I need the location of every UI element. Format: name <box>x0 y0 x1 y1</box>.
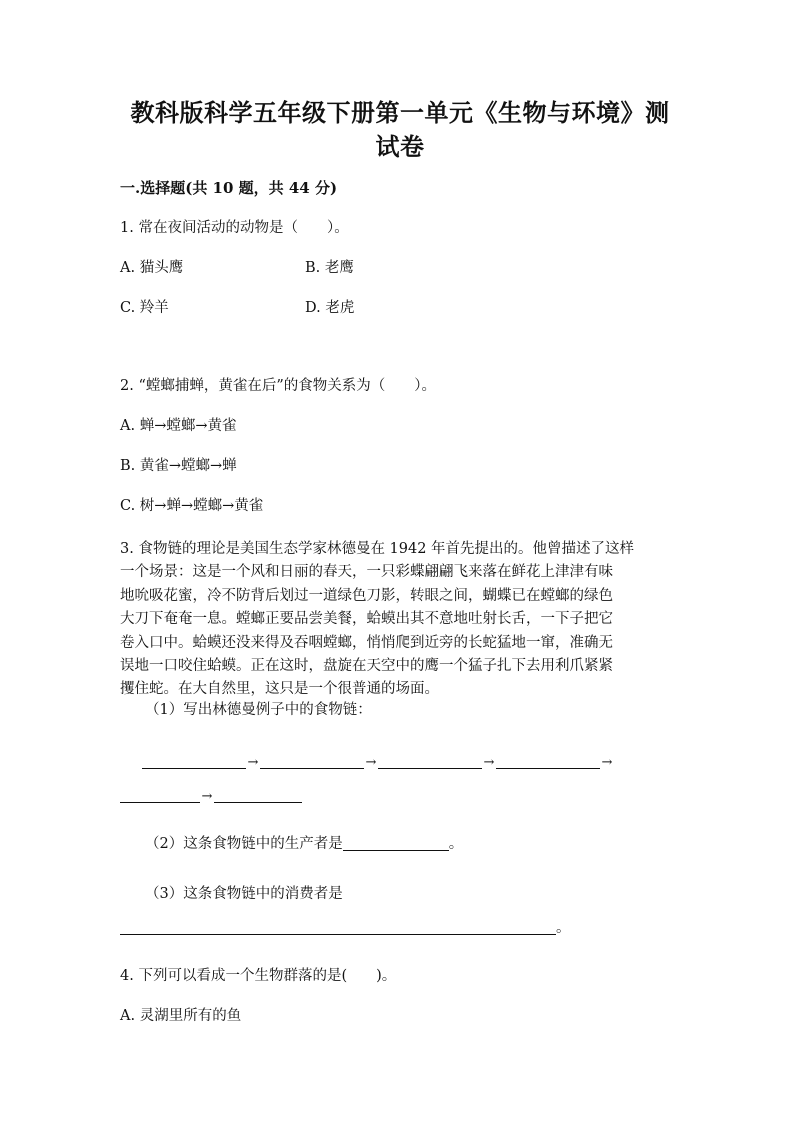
answer-blank[interactable] <box>214 787 302 803</box>
question-2-option-c: C. 树→蝉→螳螂→黄雀 <box>120 498 264 514</box>
arrow-icon: → <box>201 789 213 804</box>
paragraph-line: 大刀下奄奄一息。螳螂正要品尝美餐，蛤蟆出其不意地吐射长舌，一下子把它 <box>120 611 613 628</box>
question-3-paragraph <box>120 538 690 702</box>
consumer-answer-blank[interactable] <box>120 919 556 935</box>
page-title <box>110 96 690 164</box>
answer-blank[interactable] <box>378 753 482 769</box>
section-heading: 一.选择题(共 10 题，共 44 分) <box>120 179 338 197</box>
question-2-option-b: B. 黄雀→螳螂→蝉 <box>120 458 237 474</box>
question-1-option-d: D. 老虎 <box>305 300 355 316</box>
answer-blank[interactable] <box>120 787 200 803</box>
paragraph-line: 一个场景：这是一个风和日丽的春天，一只彩蝶翩翩飞来落在鲜花上津津有味 <box>120 564 613 581</box>
sub-2-label: （2）这条食物链中的生产者是 <box>145 836 343 852</box>
arrow-icon: → <box>601 755 613 770</box>
answer-blank[interactable] <box>496 753 600 769</box>
question-1-option-a: A. 猫头鹰 <box>120 260 184 276</box>
question-1-option-c: C. 羚羊 <box>120 300 169 316</box>
question-2-stem: 2. “螳螂捕蝉，黄雀在后”的食物关系为（ ）。 <box>120 378 437 394</box>
paragraph-line: 地吮吸花蜜，冷不防背后划过一道绿色刀影，转眼之间，蝴蝶已在螳螂的绿色 <box>120 587 613 604</box>
answer-blank[interactable] <box>260 753 364 769</box>
title-line-2: 试卷 <box>375 132 425 161</box>
answer-blank[interactable] <box>142 753 246 769</box>
food-chain-row-2 <box>120 786 302 807</box>
paragraph-line: 3. 食物链的理论是美国生态学家林德曼在 1942 年首先提出的。他曾描述了这样 <box>120 541 635 557</box>
sub-2-end: 。 <box>448 836 464 852</box>
arrow-icon: → <box>483 755 495 770</box>
question-4-stem: 4. 下列可以看成一个生物群落的是( )。 <box>120 968 397 984</box>
question-2-option-a: A. 蝉→螳螂→黄雀 <box>120 418 237 434</box>
question-4-option-a: A. 灵湖里所有的鱼 <box>120 1008 242 1024</box>
consumer-answer-row <box>120 918 571 939</box>
paragraph-line: 误地一口咬住蛤蟆。正在这时，盘旋在天空中的鹰一个猛子扎下去用利爪紧紧 <box>120 658 613 675</box>
sub-3-end: 。 <box>556 920 571 936</box>
arrow-icon: → <box>247 755 259 770</box>
paragraph-line: 卷入口中。蛤蟆还没来得及吞咽螳螂，悄悄爬到近旁的长蛇猛地一窜，准确无 <box>120 634 613 651</box>
title-line-1: 教科版科学五年级下册第一单元《生物与环境》测 <box>130 98 670 127</box>
paragraph-line: 攫住蛇。在大自然里，这只是一个很普通的场面。 <box>120 681 439 698</box>
food-chain-row-1 <box>142 752 614 773</box>
question-1-stem: 1. 常在夜间活动的动物是（ ）。 <box>120 220 349 236</box>
question-3-sub-1: （1）写出林德曼例子中的食物链： <box>145 702 372 718</box>
producer-answer-blank[interactable] <box>343 835 449 851</box>
question-3-sub-2 <box>145 834 463 855</box>
arrow-icon: → <box>365 755 377 770</box>
question-3-sub-3: （3）这条食物链中的消费者是 <box>145 886 343 902</box>
question-1-option-b: B. 老鹰 <box>305 260 354 276</box>
